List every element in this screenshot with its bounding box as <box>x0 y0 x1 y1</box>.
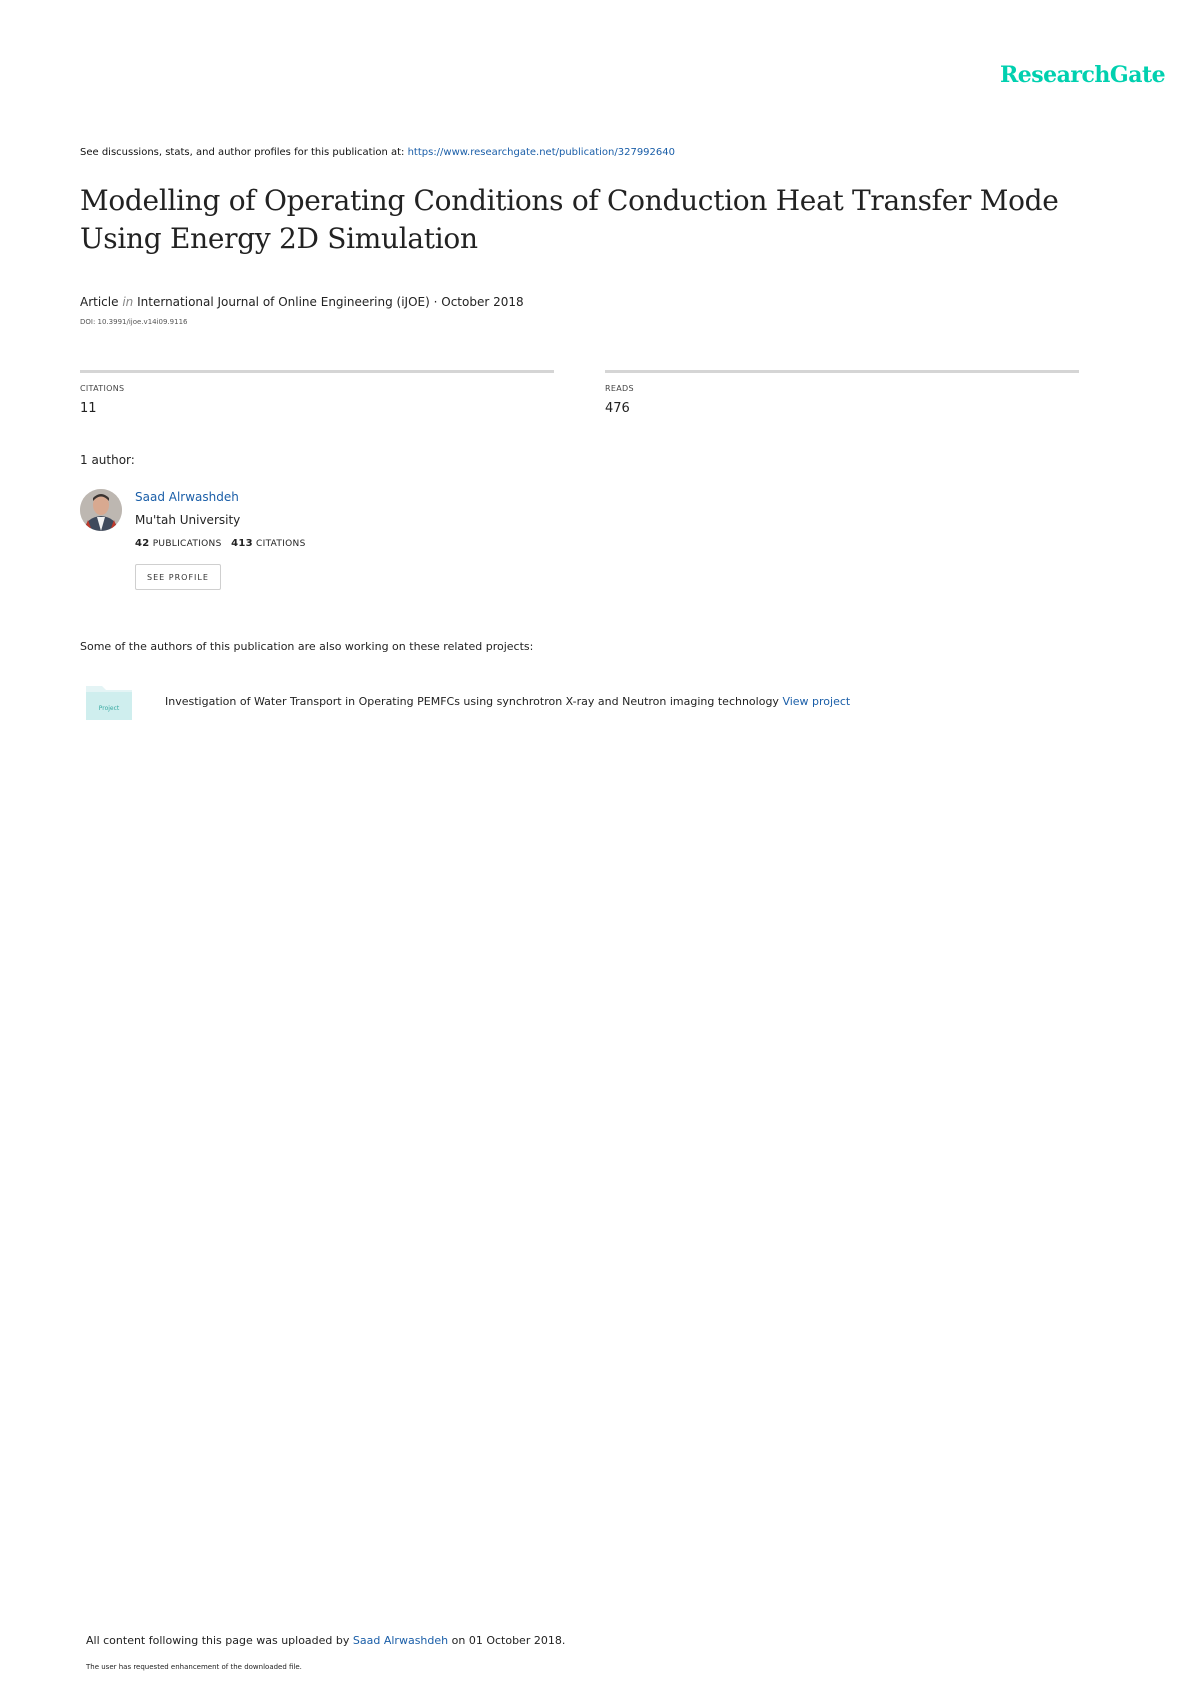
discussion-line <box>80 147 675 158</box>
reads-label: READS <box>605 384 634 393</box>
upload-suffix: on 01 October 2018. <box>448 1634 566 1647</box>
author-publications-count: 42 <box>135 538 150 549</box>
publication-title: Modelling of Operating Conditions of Conduction Heat Transfer Mode Using Energy 2D Simulation <box>80 184 1059 255</box>
download-note: The user has requested enhancement of the downloaded file. <box>86 1663 302 1671</box>
author-name-link[interactable]: Saad Alrwashdeh <box>135 490 239 504</box>
authors-count: 1 author: <box>80 453 135 467</box>
publication-url-link[interactable]: https://www.researchgate.net/publication/327992640 <box>407 147 675 158</box>
discussion-prefix: See discussions, stats, and author profiles for this publication at: <box>80 147 408 158</box>
project-description: Investigation of Water Transport in Operating PEMFCs using synchrotron X-ray and Neutron imaging technology <box>165 695 783 708</box>
in-label: in <box>122 295 134 309</box>
citations-value: 11 <box>80 401 97 416</box>
citations-label: CITATIONS <box>80 384 125 393</box>
publication-venue-date: International Journal of Online Engineering (iJOE) · October 2018 <box>137 295 524 309</box>
publication-doi: DOI: 10.3991/ijoe.v14i09.9116 <box>80 318 188 326</box>
see-profile-button[interactable]: SEE PROFILE <box>135 564 221 590</box>
publication-meta <box>80 295 524 309</box>
author-photo-icon <box>80 489 122 531</box>
publication-type: Article <box>80 295 119 309</box>
author-publications-label: PUBLICATIONS <box>152 539 222 549</box>
author-affiliation: Mu'tah University <box>135 513 241 527</box>
uploader-link[interactable]: Saad Alrwashdeh <box>352 1634 449 1647</box>
author-avatar[interactable] <box>80 489 122 531</box>
reads-divider <box>605 370 1079 373</box>
upload-statement <box>86 1634 565 1647</box>
reads-value: 476 <box>605 401 630 416</box>
author-citations-count: 413 <box>231 538 253 549</box>
related-projects-intro: Some of the authors of this publication are also working on these related projects: <box>80 640 534 653</box>
author-citations-label: CITATIONS <box>256 539 306 549</box>
researchgate-logo[interactable]: ResearchGate <box>1000 62 1166 88</box>
view-project-link[interactable]: View project <box>782 695 851 708</box>
author-stats <box>135 538 306 549</box>
project-icon-label: Project <box>98 705 120 712</box>
citations-divider <box>80 370 554 373</box>
related-project-item <box>165 695 850 708</box>
project-folder-icon[interactable] <box>86 682 132 720</box>
upload-prefix: All content following this page was uploaded by <box>86 1634 353 1647</box>
